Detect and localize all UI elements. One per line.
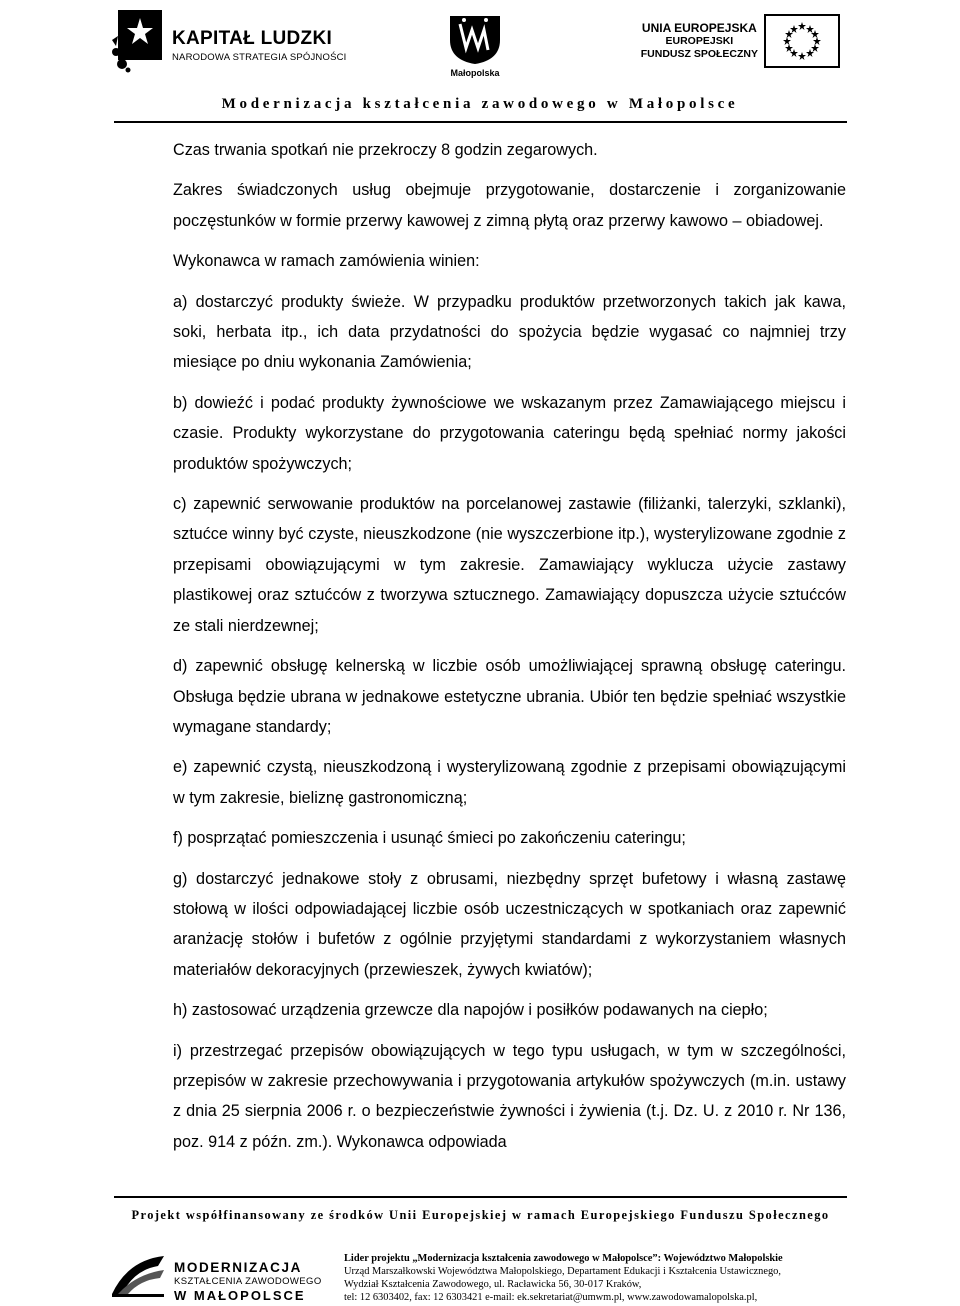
- footer-info-contact: tel: 12 6303402, fax: 12 6303421 e-mail: ek.sekretariat@umwm.pl, www.zawodowamalopolska.pl,: [344, 1292, 758, 1303]
- paragraph-obligations-intro: Wykonawca w ramach zamówienia winien:: [173, 252, 480, 271]
- document-body: [173, 135, 846, 1157]
- malopolska-label: Małopolska: [450, 68, 500, 78]
- kapital-ludzki-logo: [108, 4, 348, 76]
- paragraph-item-a: a) dostarczyć produkty świeże. W przypadku produktów przetworzonych takich jak kawa, soki, herbata itp., ich data przydatności do spożycia będzie wygasać co najmniej trzy miesiące po dniu wykonania Zamówienia;: [173, 292, 846, 372]
- footer-banner: Projekt współfinansowany ze środków Unii Europejskiej w ramach Europejskiego Funduszu Społecznego: [131, 1208, 830, 1222]
- project-banner: Modernizacja kształcenia zawodowego w Małopolsce: [221, 96, 739, 112]
- paragraph-item-f: f) posprzątać pomieszczenia i usunąć śmieci po zakończeniu cateringu;: [173, 829, 686, 848]
- paragraph-item-d: d) zapewnić obsługę kelnerską w liczbie osób umożliwiającej sprawną obsługę cateringu. Obsługa będzie ubrana w jednakowe estetyczne ubrania. Ubiór ten będzie spełniać wszystkie wymagane standardy;: [173, 657, 846, 736]
- eu-line-3: FUNDUSZ SPOŁECZNY: [640, 48, 758, 60]
- paragraph-item-g: g) dostarczyć jednakowe stoły z obrusami, niezbędny sprzęt bufetowy i własną zastawę stołową w ilości odpowiadającej liczbie osób uczestniczących w spotkaniach oraz zapewnić aranżację stołów i bufetów z ogólnie przyjętymi standardami z wykorzystaniem własnych materiałów dekoracyjnych (przewieszek, żywych kwiatów);: [173, 869, 846, 979]
- footer-info-leader: Lider projektu „Modernizacja kształcenia zawodowego w Małopolsce”: Województwo Małopolskie: [344, 1253, 783, 1264]
- footer-divider: [114, 1196, 847, 1198]
- modernizacja-logo-line-1: MODERNIZACJA: [174, 1260, 302, 1275]
- kapital-ludzki-title: KAPITAŁ LUDZKI: [172, 28, 333, 49]
- paragraph-item-h: h) zastosować urządzenia grzewcze dla napojów i posiłków podawanych na ciepło;: [173, 1001, 768, 1020]
- footer-info-office: Urząd Marszałkowski Województwa Małopolskiego, Departament Edukacji i Kształcenia Ustawicznego,: [344, 1266, 781, 1277]
- modernizacja-emblem-icon: [108, 1250, 168, 1300]
- modernizacja-logo: [108, 1246, 338, 1304]
- eu-line-2: EUROPEJSKI: [665, 35, 734, 47]
- malopolska-emblem-icon: [442, 10, 508, 66]
- eu-flag-icon: [764, 14, 840, 68]
- paragraph-scope: Zakres świadczonych usług obejmuje przygotowanie, dostarczenie i zorganizowanie poczęstunków w formie przerwy kawowej z zimną płytą oraz przerwy kawowo – obiadowej.: [173, 181, 846, 230]
- paragraph-item-b: b) dowieźć i podać produkty żywnościowe we wskazanym przez Zamawiającego miejscu i czasie. Produkty wykorzystane do przygotowania cateringu będą spełniać normy jakości produktów spożywczych;: [173, 393, 846, 473]
- eu-logo: [640, 14, 840, 74]
- paragraph-item-c: c) zapewnić serwowanie produktów na porcelanowej zastawie (filiżanki, talerzyki, szklanki), sztućce winny być czyste, nieuszkodzone (nie wyszczerbione itp.), wysterylizowane zgodnie z przepisami obowiązującymi w tym zakresie. Zamawiający wyklucza użycie zastawy plastikowej oraz sztućców z tworzywa sztucznego. Zamawiający dopuszcza użycie sztućców ze stali nierdzewnej;: [173, 495, 846, 635]
- paragraph-duration: Czas trwania spotkań nie przekroczy 8 godzin zegarowych.: [173, 141, 598, 159]
- modernizacja-logo-line-3: W MAŁOPOLSCE: [174, 1288, 306, 1303]
- header-divider: [114, 121, 847, 123]
- modernizacja-logo-line-2: KSZTAŁCENIA ZAWODOWEGO: [174, 1276, 322, 1287]
- footer-info-address: Wydział Kształcenia Zawodowego, ul. Racławicka 56, 30-017 Kraków,: [344, 1279, 642, 1290]
- eu-text: [641, 22, 758, 61]
- paragraph-item-e: e) zapewnić czystą, nieuszkodzoną i wysterylizowaną zgodnie z przepisami obowiązującymi w tym zakresie, bieliznę gastronomiczną;: [173, 758, 846, 807]
- footer-contact-info: [344, 1252, 850, 1304]
- paragraph-item-i: i) przestrzegać przepisów obowiązujących w tego typu usługach, w tym w szczególności, przepisów w zakresie przechowywania i przygotowania artykułów spożywczych (m.in. ustawy z dnia 25 sierpnia 2006 r. o bezpieczeństwie żywności i żywienia (t.j. Dz. U. z 2010 r. Nr 136, poz. 914 z późn. zm.). Wykonawca odpowiada: [173, 1041, 846, 1151]
- header-logos: [0, 0, 960, 90]
- kapital-ludzki-emblem-icon: [108, 4, 168, 74]
- malopolska-logo: [442, 10, 512, 90]
- eu-line-1: UNIA EUROPEJSKA: [641, 21, 757, 35]
- kapital-ludzki-subtitle: NARODOWA STRATEGIA SPÓJNOŚCI: [172, 52, 347, 63]
